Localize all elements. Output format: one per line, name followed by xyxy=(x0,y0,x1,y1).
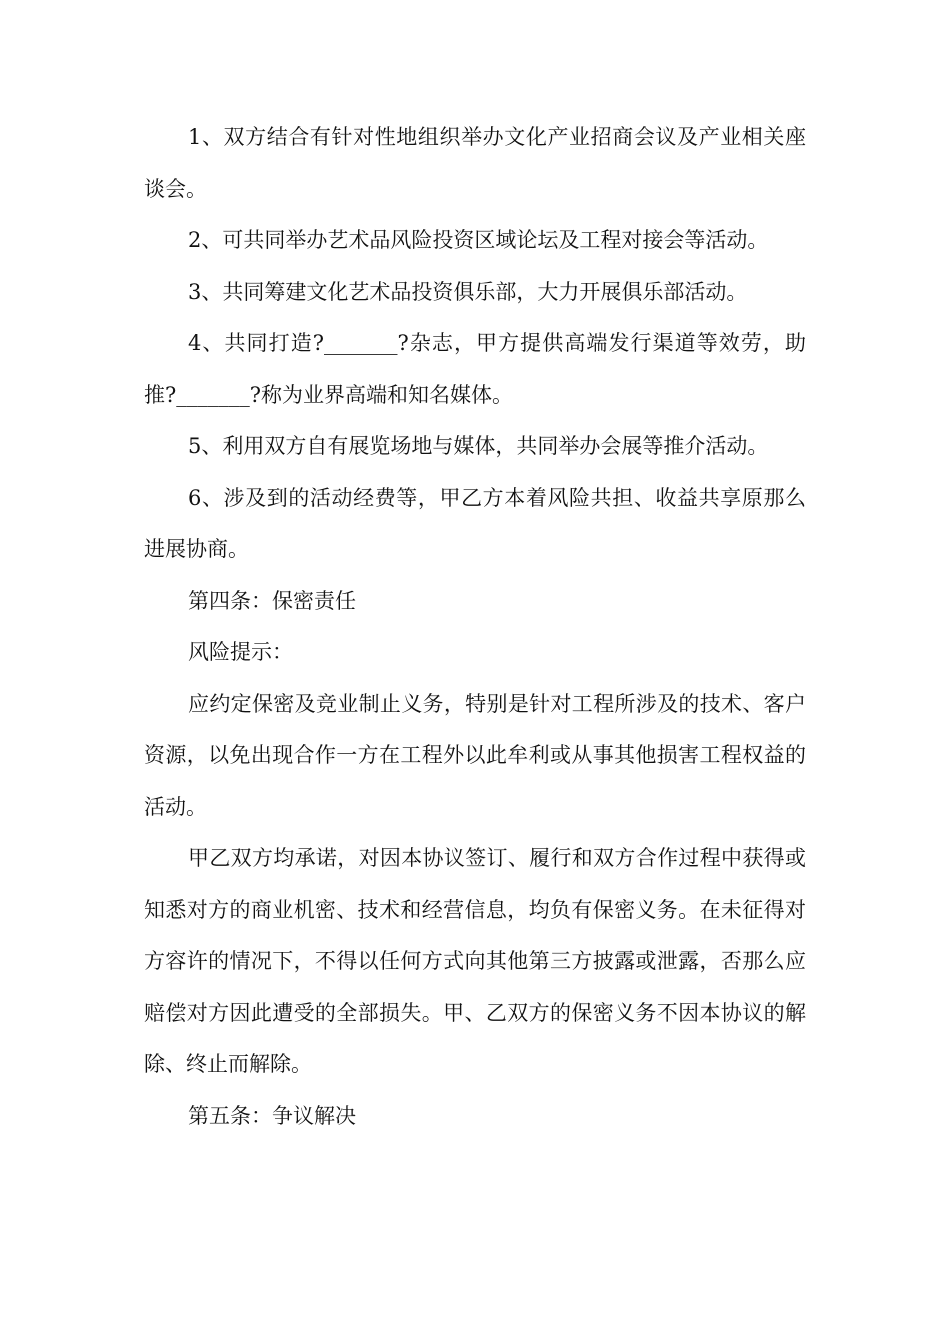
document-body xyxy=(144,112,806,1142)
article-4-heading: 第四条：保密责任 xyxy=(188,588,356,613)
clause-item-6: 6、涉及到的活动经费等，甲乙方本着风险共担、收益共享原那么进展协商。 xyxy=(144,485,806,561)
clause-item-1: 1、双方结合有针对性地组织举办文化产业招商会议及产业相关座谈会。 xyxy=(144,125,806,201)
clause-item-3: 3、共同筹建文化艺术品投资俱乐部，大力开展俱乐部活动。 xyxy=(188,279,748,304)
article-5-heading: 第五条：争议解决 xyxy=(188,1103,356,1128)
clause-item-4: 4、共同打造?_______?杂志，甲方提供高端发行渠道等效劳，助推?_______?称为业界高端和知名媒体。 xyxy=(144,331,806,407)
clause-item-2: 2、可共同举办艺术品风险投资区域论坛及工程对接会等活动。 xyxy=(188,228,769,252)
risk-notice-text: 应约定保密及竞业制止义务，特别是针对工程所涉及的技术、客户资源，以免出现合作一方在工程外以此牟利或从事其他损害工程权益的活动。 xyxy=(144,691,806,819)
confidentiality-clause: 甲乙双方均承诺，对因本协议签订、履行和双方合作过程中获得或知悉对方的商业机密、技术和经营信息，均负有保密义务。在未征得对方容许的情况下，不得以任何方式向其他第三方披露或泄露，否那么应赔偿对方因此遭受的全部损失。甲、乙双方的保密义务不因本协议的解除、终止而解除。 xyxy=(144,846,806,1076)
clause-item-5: 5、利用双方自有展览场地与媒体，共同举办会展等推介活动。 xyxy=(188,434,769,458)
risk-notice-label: 风险提示： xyxy=(188,640,293,664)
